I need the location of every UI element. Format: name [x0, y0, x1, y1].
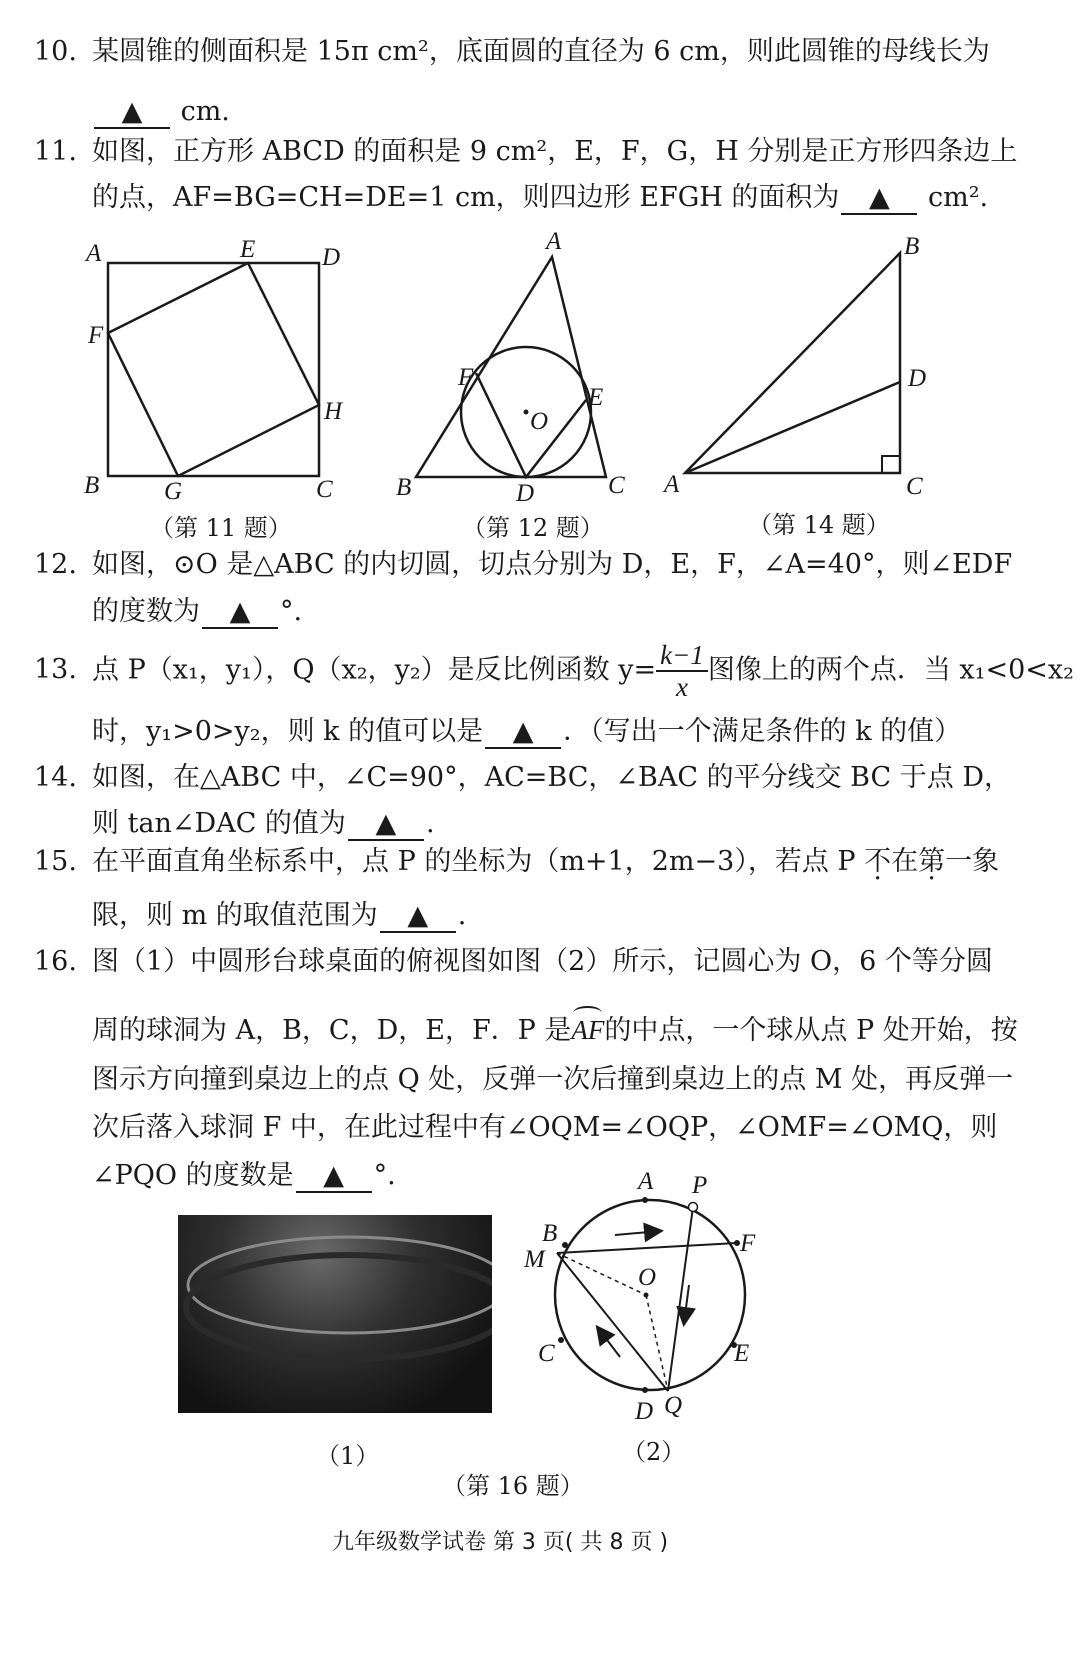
label-d: D — [908, 365, 927, 392]
question-text: ∠PQO 的度数是 — [92, 1160, 294, 1191]
figure-16-diagram — [520, 1165, 790, 1430]
emphasis-char: 第 — [918, 846, 946, 877]
question-text: 时，y₁>0>y₂，则 k 的值可以是 — [92, 716, 484, 747]
label-a: A — [86, 240, 102, 267]
direction-arrow-icon — [684, 1285, 689, 1323]
pocket-a — [642, 1197, 648, 1203]
label-q: Q — [664, 1392, 683, 1419]
question-text: 在平面直角坐标系中，点 P 的坐标为（m+1，2m−3），若点 P — [92, 846, 865, 877]
punctuation: . — [457, 900, 467, 931]
label-a: A — [638, 1168, 654, 1195]
answer-blank[interactable]: ▲ — [485, 717, 561, 749]
figure-16-caption: （第 16 题） — [442, 1472, 584, 1500]
square-abcd — [108, 263, 319, 476]
figure-14-caption: （第 14 题） — [748, 511, 890, 539]
label-f: F — [740, 1230, 756, 1257]
punctuation: . — [425, 808, 435, 839]
pocket-c — [558, 1337, 564, 1343]
question-number: 13. — [34, 654, 77, 685]
label-c: C — [316, 476, 333, 503]
question-text: 图像上的两个点．当 x₁<0<x₂ — [707, 654, 1074, 686]
question-text: 如图，⊙O 是△ABC 的内切圆，切点分别为 D，E，F，∠A=40°，则∠EDF — [92, 549, 1013, 580]
question-text: 周的球洞为 A，B，C，D，E，F．P 是 — [92, 1015, 572, 1046]
question-text: 限，则 m 的取值范围为 — [92, 900, 378, 931]
label-b: B — [542, 1220, 558, 1247]
question-text: 如图，在△ABC 中，∠C=90°，AC=BC，∠BAC 的平分线交 BC 于点 D， — [92, 762, 1011, 793]
point-p — [689, 1203, 698, 1212]
label-p: P — [692, 1172, 708, 1199]
figure-16-sub1-caption: （1） — [316, 1442, 380, 1470]
label-e: E — [240, 236, 256, 263]
page-footer: 九年级数学试卷 第 3 页( 共 8 页 ) — [331, 1530, 669, 1555]
answer-blank[interactable]: ▲ — [348, 809, 424, 841]
label-b: B — [396, 474, 412, 501]
question-text: 某圆锥的侧面积是 15π cm²，底面圆的直径为 6 cm，则此圆锥的母线长为 — [92, 36, 990, 67]
label-a: A — [546, 228, 562, 255]
table-edge — [186, 1255, 492, 1359]
question-text: 一象 — [945, 846, 1000, 877]
table-rim — [188, 1237, 492, 1333]
quadrilateral-efgh — [108, 263, 319, 476]
unit-text: cm². — [919, 182, 989, 213]
label-d: D — [322, 244, 341, 271]
label-a: A — [664, 471, 680, 498]
figure-11-caption: （第 11 题） — [150, 514, 292, 542]
question-text: 则 tan∠DAC 的值为 — [92, 808, 346, 839]
path-pq — [668, 1207, 693, 1391]
table-rim-sketch — [178, 1215, 492, 1413]
label-c: C — [906, 473, 923, 500]
figure-14 — [660, 230, 940, 505]
label-b: B — [904, 233, 920, 260]
label-d: D — [635, 1398, 654, 1425]
center-o — [524, 410, 529, 415]
question-text: 的度数为 — [92, 596, 200, 627]
label-m: M — [524, 1246, 545, 1273]
question-text: 图示方向撞到桌边上的点 Q 处，反弹一次后撞到桌边上的点 M 处，再反弹一 — [92, 1064, 1014, 1095]
question-text: ．（写出一个满足条件的 k 的值） — [563, 716, 962, 747]
answer-blank[interactable]: ▲ — [202, 597, 278, 629]
label-e: E — [734, 1340, 750, 1367]
label-o: O — [638, 1264, 657, 1291]
unit-text: °. — [373, 1160, 396, 1191]
label-o: O — [530, 408, 549, 435]
table-circle — [555, 1200, 745, 1390]
direction-arrow-icon — [615, 1231, 660, 1235]
question-number: 10. — [34, 36, 77, 67]
label-d: D — [516, 480, 535, 505]
question-number: 15. — [34, 846, 77, 877]
question-text: 图（1）中圆形台球桌面的俯视图如图（2）所示，记圆心为 O，6 个等分圆 — [92, 946, 993, 977]
answer-blank[interactable]: ▲ — [380, 901, 456, 933]
answer-blank[interactable]: ▲ — [94, 97, 170, 129]
label-e: E — [588, 384, 604, 411]
question-text: 在 — [891, 846, 919, 877]
fraction — [656, 640, 708, 702]
unit-text: °. — [280, 596, 303, 627]
billiard-table-photo — [178, 1215, 492, 1413]
figure-12-caption: （第 12 题） — [462, 514, 604, 542]
figure-16-sub2-caption: （2） — [622, 1438, 686, 1466]
fraction-denominator: x — [675, 672, 688, 702]
pocket-d — [642, 1387, 648, 1393]
question-text: 点 P（x₁，y₁），Q（x₂，y₂）是反比例函数 y= — [92, 654, 657, 686]
question-text: 的点，AF=BG=CH=DE=1 cm，则四边形 EFGH 的面积为 — [92, 182, 840, 213]
answer-blank[interactable]: ▲ — [296, 1161, 372, 1193]
label-c: C — [608, 472, 625, 499]
fraction-numerator: k−1 — [656, 640, 708, 672]
answer-blank[interactable]: ▲ — [841, 183, 917, 215]
figure-12 — [390, 225, 640, 505]
path-mf — [557, 1243, 737, 1253]
question-number: 14. — [34, 762, 77, 793]
direction-arrow-icon — [598, 1328, 620, 1357]
question-text: 次后落入球洞 F 中，在此过程中有∠OQM=∠OQP，∠OMF=∠OMQ，则 — [92, 1112, 998, 1143]
question-number: 16. — [34, 946, 77, 977]
question-text: 的中点，一个球从点 P 处开始，按 — [604, 1015, 1018, 1046]
question-text: 如图，正方形 ABCD 的面积是 9 cm²，E，F，G，H 分别是正方形四条边上 — [92, 136, 1018, 167]
figure-11 — [80, 235, 360, 505]
label-h: H — [324, 398, 343, 425]
label-f: F — [88, 322, 104, 349]
label-g: G — [164, 478, 183, 505]
arc-af: AF — [571, 1010, 604, 1050]
unit-text: cm. — [172, 96, 230, 127]
label-c: C — [538, 1340, 555, 1367]
bisector-ad — [685, 382, 900, 473]
right-angle-mark — [882, 456, 900, 473]
question-number: 12. — [34, 549, 77, 580]
question-number: 11. — [34, 136, 77, 167]
pocket-b — [562, 1242, 568, 1248]
emphasis-char: 不 — [864, 846, 892, 877]
radius-om — [557, 1253, 646, 1295]
triangle-abc — [685, 253, 900, 473]
label-f: F — [458, 364, 474, 391]
label-b: B — [84, 472, 100, 499]
